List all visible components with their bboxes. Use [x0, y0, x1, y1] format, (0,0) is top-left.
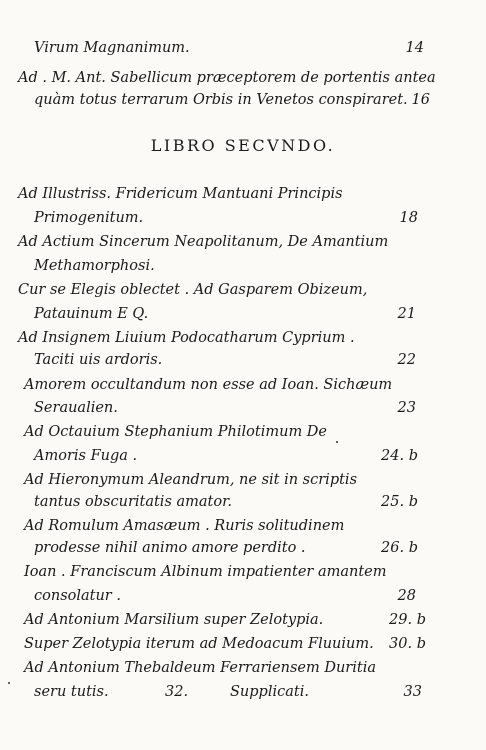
toc-entry: Ad Octauium Stephanium Philotimum De: [24, 424, 328, 440]
toc-page-number: 23: [397, 400, 416, 416]
toc-entry: Super Zelotypia iterum ad Medoacum Fluuium.: [24, 636, 374, 652]
toc-entry: tantus obscuritatis amator.: [34, 494, 233, 510]
toc-entry: prodesse nihil animo amore perdito .: [34, 540, 306, 556]
toc-entry: Ad Illustriss. Fridericum Mantuani Principis: [18, 186, 343, 202]
toc-entry: Ad Antonium Marsilium super Zelotypia.: [24, 612, 324, 628]
toc-entry: Ad Actium Sincerum Neapolitanum, De Amantium: [18, 234, 389, 250]
toc-entry: seru tutis.: [34, 684, 109, 700]
toc-entry: Methamorphosi.: [34, 258, 155, 274]
toc-page-number: 33: [403, 684, 422, 700]
toc-page-number: 18: [399, 210, 418, 226]
toc-entry: Ad Romulum Amasæum . Ruris solitudinem: [24, 518, 345, 534]
toc-entry: Amorem occultandum non esse ad Ioan. Sichæum: [24, 377, 393, 393]
toc-page-number: 16: [411, 92, 430, 108]
toc-entry: quàm totus terrarum Orbis in Venetos conspiraret.: [34, 92, 408, 108]
toc-page-number: 14: [405, 40, 424, 56]
toc-entry: Ad Insignem Liuium Podocatharum Cyprium .: [18, 330, 355, 346]
toc-entry: Primogenitum.: [34, 210, 144, 226]
toc-entry: Virum Magnanimum.: [34, 40, 190, 56]
toc-page-number: 22: [397, 352, 416, 368]
inline-page-number: 32.: [165, 684, 189, 700]
toc-page-number: 30. b: [389, 636, 426, 652]
toc-entry: Cur se Elegis oblectet . Ad Gasparem Obizeum,: [18, 282, 368, 298]
inline-entry-word: Supplicati.: [230, 684, 309, 700]
toc-entry: Ad Hieronymum Aleandrum, ne sit in scriptis: [24, 472, 358, 488]
toc-page-number: 26. b: [381, 540, 418, 556]
toc-page-number: 21: [397, 306, 416, 322]
toc-entry: Taciti uis ardoris.: [34, 352, 163, 368]
ink-speck: [8, 682, 10, 684]
ink-speck: [336, 441, 338, 443]
toc-entry: consolatur .: [34, 588, 121, 604]
toc-page-number: 24. b: [381, 448, 418, 464]
toc-entry: Ad Antonium Thebaldeum Ferrariensem Duritia: [24, 660, 376, 676]
toc-entry: Ioan . Franciscum Albinum impatienter amantem: [24, 564, 387, 580]
toc-page-number: 28: [397, 588, 416, 604]
toc-entry: Seraualien.: [34, 400, 118, 416]
toc-page-number: 29. b: [389, 612, 426, 628]
toc-entry: Patauinum E Q.: [34, 306, 149, 322]
toc-entry: Ad . M. Ant. Sabellicum præceptorem de portentis antea: [18, 70, 436, 86]
section-heading: LIBRO SECVNDO.: [150, 136, 336, 155]
toc-page-number: 25. b: [381, 494, 418, 510]
toc-entry: Amoris Fuga .: [34, 448, 138, 464]
